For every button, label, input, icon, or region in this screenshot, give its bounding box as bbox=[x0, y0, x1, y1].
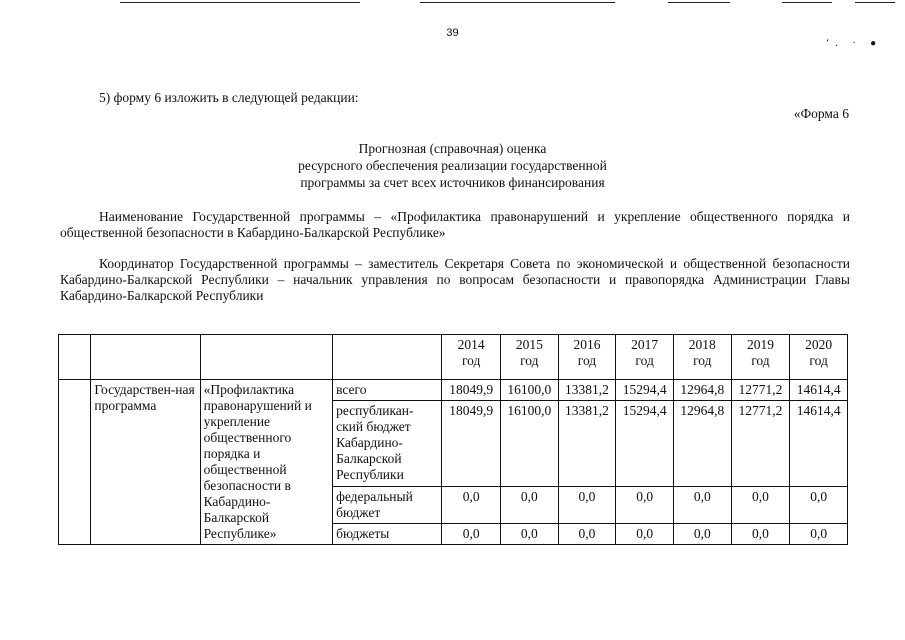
scan-line bbox=[120, 2, 360, 3]
scan-line bbox=[782, 2, 832, 3]
heading-line: программы за счет всех источников финансирования bbox=[300, 175, 605, 190]
source-cell: всего bbox=[333, 380, 442, 401]
value-cell: 0,0 bbox=[673, 523, 731, 544]
value-cell: 0,0 bbox=[558, 486, 616, 523]
header-cell bbox=[59, 335, 91, 380]
empty-cell bbox=[59, 380, 91, 545]
value-cell: 15294,4 bbox=[616, 401, 674, 487]
value-cell: 0,0 bbox=[442, 523, 501, 544]
forecast-table bbox=[58, 334, 848, 545]
year-header: 2015 год bbox=[500, 335, 558, 380]
year-header: 2020 год bbox=[790, 335, 848, 380]
value-cell: 14614,4 bbox=[790, 401, 848, 487]
year-header: 2017 год bbox=[616, 335, 674, 380]
table-row bbox=[59, 380, 848, 401]
year-header: 2019 год bbox=[731, 335, 790, 380]
year-header: 2014 год bbox=[442, 335, 501, 380]
program-cell: «Профилактика правонарушений и укрепление общественного порядка и общественной безопасности в Кабардино-Балкарской Республике» bbox=[200, 380, 333, 545]
header-cell bbox=[91, 335, 200, 380]
heading-line: ресурсного обеспечения реализации государственной bbox=[298, 158, 607, 173]
value-cell: 0,0 bbox=[731, 523, 790, 544]
value-cell: 12964,8 bbox=[673, 401, 731, 487]
value-cell: 13381,2 bbox=[558, 401, 616, 487]
scan-line bbox=[855, 2, 895, 3]
intro-text: 5) форму 6 изложить в следующей редакции: bbox=[99, 90, 359, 105]
value-cell: 0,0 bbox=[500, 486, 558, 523]
value-cell: 15294,4 bbox=[616, 380, 674, 401]
value-cell: 0,0 bbox=[500, 523, 558, 544]
value-cell: 16100,0 bbox=[500, 401, 558, 487]
value-cell: 0,0 bbox=[558, 523, 616, 544]
value-cell: 12771,2 bbox=[731, 401, 790, 487]
source-cell: республикан-ский бюджет Кабардино-Балкарской Республики bbox=[333, 401, 442, 487]
value-cell: 0,0 bbox=[673, 486, 731, 523]
scan-line bbox=[668, 2, 730, 3]
value-cell: 12771,2 bbox=[731, 380, 790, 401]
form-label: «Форма 6 bbox=[793, 106, 849, 121]
source-cell: федеральный бюджет bbox=[333, 486, 442, 523]
value-cell: 0,0 bbox=[790, 523, 848, 544]
value-cell: 0,0 bbox=[790, 486, 848, 523]
value-cell: 0,0 bbox=[616, 486, 674, 523]
value-cell: 0,0 bbox=[442, 486, 501, 523]
scan-line bbox=[420, 2, 615, 3]
header-cell bbox=[200, 335, 333, 380]
value-cell: 16100,0 bbox=[500, 380, 558, 401]
source-cell: бюджеты bbox=[333, 523, 442, 544]
table-header-row bbox=[59, 335, 848, 380]
header-cell bbox=[333, 335, 442, 380]
value-cell: 18049,9 bbox=[442, 380, 501, 401]
year-header: 2018 год bbox=[673, 335, 731, 380]
value-cell: 14614,4 bbox=[790, 380, 848, 401]
status-cell: Государствен-ная программа bbox=[91, 380, 200, 545]
value-cell: 0,0 bbox=[731, 486, 790, 523]
value-cell: 18049,9 bbox=[442, 401, 501, 487]
scan-marks: ‘. · ● bbox=[826, 38, 883, 49]
heading-line: Прогнозная (справочная) оценка bbox=[358, 141, 547, 156]
value-cell: 12964,8 bbox=[673, 380, 731, 401]
value-cell: 13381,2 bbox=[558, 380, 616, 401]
coordinator-paragraph: Координатор Государственной программы – заместитель Секретаря Совета по экономической и общественной безопасности Кабардино-Балкарской Республики – начальник управления по вопросам безопасности и правопорядка Администрации Главы Кабардино-Балкарской Республики bbox=[60, 256, 850, 303]
page-number: 39 bbox=[446, 27, 459, 39]
year-header: 2016 год bbox=[558, 335, 616, 380]
value-cell: 0,0 bbox=[616, 523, 674, 544]
document-heading bbox=[0, 140, 905, 191]
program-name-paragraph: Наименование Государственной программы – «Профилактика правонарушений и укрепление общественного порядка и общественной безопасности в Кабардино-Балкарской Республике» bbox=[60, 209, 850, 240]
